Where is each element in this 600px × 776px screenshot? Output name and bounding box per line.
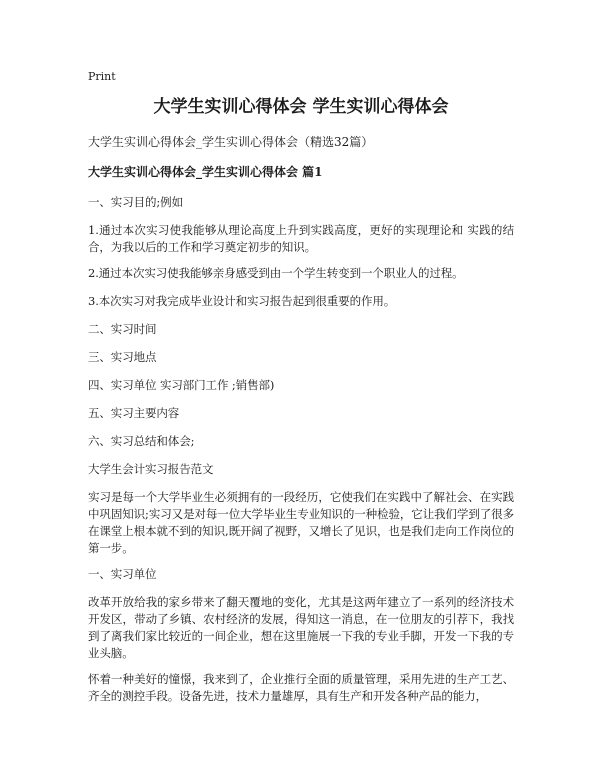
paragraph-intro: 实习是每一个大学毕业生必须拥有的一段经历，它使我们在实践中了解社会、在实践中巩固知识;实习又是对每一位大学毕业生专业知识的一种检验，它让我们学到了很多在课堂上根本就不到的知识,既开阔了视野，又增长了见识，也是我们走向工作岗位的第一步。 [88,490,514,555]
paragraph-unit-heading: 一、实习单位 [88,567,157,581]
paragraph-goal-1: 1.通过本次实习使我能够从理论高度上升到实践高度，更好的实现理论和 实践的结合，为我以后的工作和学习奠定初步的知识。 [88,223,514,254]
paragraph-location: 三、实习地点 [88,350,157,364]
paragraph-content: 五、实习主要内容 [88,406,180,420]
paragraph-report-title: 大学生会计实习报告范文 [88,462,214,476]
paragraph-goal-heading: 一、实习目的;例如 [88,195,183,209]
paragraph-time: 二、实习时间 [88,322,157,336]
print-label: Print [88,70,116,83]
paragraph-summary: 六、实习总结和体会; [88,434,195,448]
section-heading: 大学生实训心得体会_学生实训心得体会 篇1 [88,165,323,179]
paragraph-company: 怀着一种美好的憧憬，我来到了，企业推行全面的质量管理，采用先进的生产工艺、齐全的测控手段。设备先进，技术力量雄厚，具有生产和开发各种产品的能力， [88,672,514,703]
paragraph-goal-2: 2.通过本次实习使我能够亲身感受到由一个学生转变到一个职业人的过程。 [88,266,464,280]
paragraph-unit: 四、实习单位 实习部门工作 ;销售部) [88,378,275,392]
document-title: 大学生实训心得体会 学生实训心得体会 [153,97,449,117]
paragraph-reform: 改革开放给我的家乡带来了翻天覆地的变化，尤其是这两年建立了一系列的经济技术开发区，带动了乡镇、农村经济的发展，得知这一消息，在一位朋友的引荐下，我找到了离我们家比较近的一间企业，想在这里施展一下我的专业手脚，开发一下我的专业头脑。 [88,595,514,660]
document-subtitle: 大学生实训心得体会_学生实训心得体会（精选32篇） [88,135,374,149]
paragraph-goal-3: 3.本次实习对我完成毕业设计和实习报告起到很重要的作用。 [88,294,396,308]
